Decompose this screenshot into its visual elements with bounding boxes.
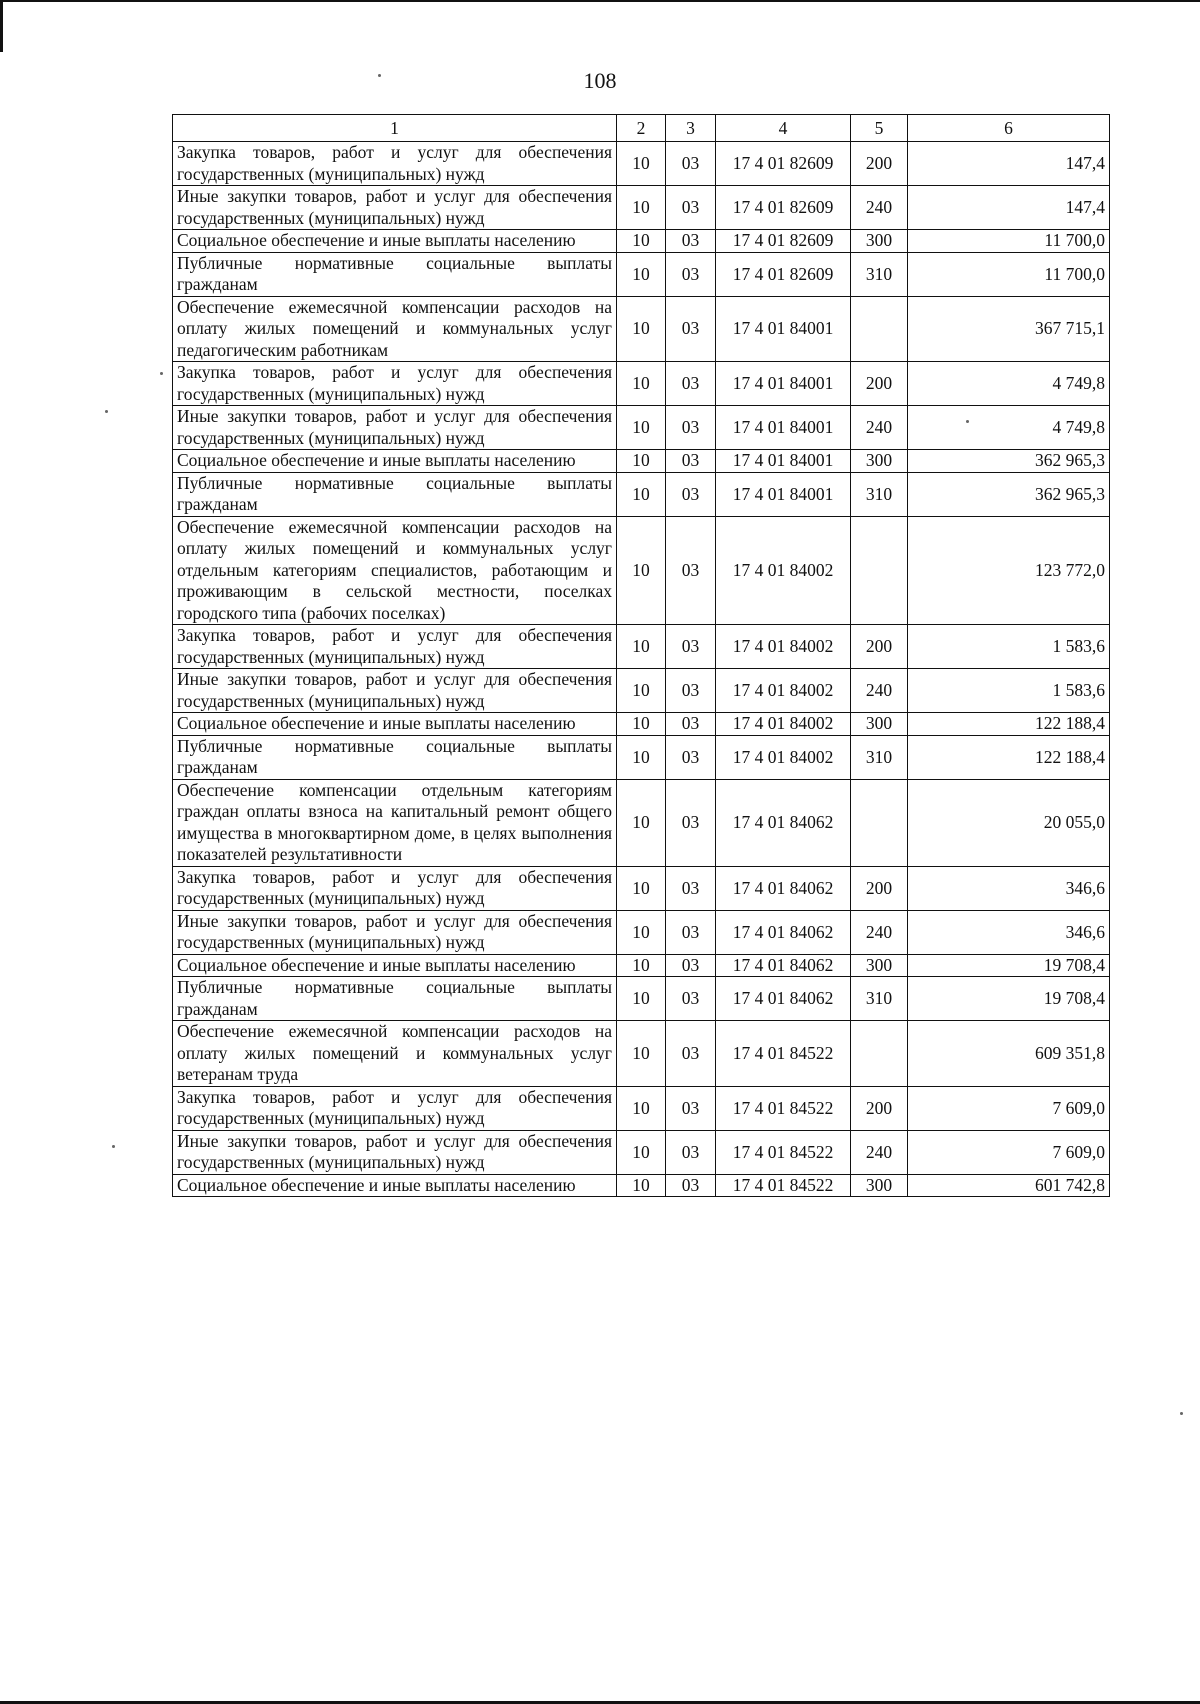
subsection-code-cell: 03 <box>666 186 716 230</box>
target-article-cell: 17 4 01 84522 <box>716 1021 851 1087</box>
subsection-code-cell: 03 <box>666 910 716 954</box>
expense-name-cell: Публичные нормативные социальные выплаты гражданам <box>173 977 617 1021</box>
scan-edge-left <box>0 0 3 52</box>
column-header-6: 6 <box>908 115 1110 142</box>
section-code-cell: 10 <box>617 954 666 977</box>
target-article-cell: 17 4 01 84062 <box>716 954 851 977</box>
section-code-cell: 10 <box>617 252 666 296</box>
expense-type-cell: 310 <box>851 735 908 779</box>
target-article-cell: 17 4 01 84002 <box>716 625 851 669</box>
page-number: 108 <box>583 68 617 93</box>
expense-type-cell: 200 <box>851 1086 908 1130</box>
amount-cell: 11 700,0 <box>908 230 1110 253</box>
section-code-cell: 10 <box>617 406 666 450</box>
table-row <box>173 1174 1110 1197</box>
subsection-code-cell: 03 <box>666 735 716 779</box>
section-code-cell: 10 <box>617 866 666 910</box>
section-code-cell: 10 <box>617 910 666 954</box>
amount-cell: 20 055,0 <box>908 779 1110 866</box>
amount-cell: 346,6 <box>908 866 1110 910</box>
column-header-2: 2 <box>617 115 666 142</box>
expense-type-cell: 300 <box>851 1174 908 1197</box>
expense-name-cell: Иные закупки товаров, работ и услуг для обеспечения государственных (муниципальных) нужд <box>173 406 617 450</box>
section-code-cell: 10 <box>617 1130 666 1174</box>
section-code-cell: 10 <box>617 625 666 669</box>
amount-cell: 4 749,8 <box>908 362 1110 406</box>
budget-table <box>172 114 1110 1197</box>
scan-speck <box>105 410 108 413</box>
amount-cell: 362 965,3 <box>908 472 1110 516</box>
expense-type-cell: 310 <box>851 252 908 296</box>
subsection-code-cell: 03 <box>666 362 716 406</box>
section-code-cell: 10 <box>617 1086 666 1130</box>
table-row <box>173 362 1110 406</box>
expense-name-cell: Публичные нормативные социальные выплаты гражданам <box>173 252 617 296</box>
subsection-code-cell: 03 <box>666 516 716 625</box>
target-article-cell: 17 4 01 84522 <box>716 1174 851 1197</box>
column-header-4: 4 <box>716 115 851 142</box>
table-row <box>173 735 1110 779</box>
target-article-cell: 17 4 01 84001 <box>716 472 851 516</box>
amount-cell: 19 708,4 <box>908 954 1110 977</box>
table-row <box>173 186 1110 230</box>
expense-type-cell: 200 <box>851 362 908 406</box>
target-article-cell: 17 4 01 82609 <box>716 186 851 230</box>
expense-type-cell: 300 <box>851 954 908 977</box>
subsection-code-cell: 03 <box>666 450 716 473</box>
expense-name-cell: Закупка товаров, работ и услуг для обеспечения государственных (муниципальных) нужд <box>173 866 617 910</box>
amount-cell: 123 772,0 <box>908 516 1110 625</box>
scan-speck <box>1180 1412 1183 1415</box>
section-code-cell: 10 <box>617 977 666 1021</box>
expense-name-cell: Социальное обеспечение и иные выплаты населению <box>173 1174 617 1197</box>
expense-name-cell: Иные закупки товаров, работ и услуг для обеспечения государственных (муниципальных) нужд <box>173 186 617 230</box>
subsection-code-cell: 03 <box>666 1174 716 1197</box>
expense-name-cell: Иные закупки товаров, работ и услуг для обеспечения государственных (муниципальных) нужд <box>173 1130 617 1174</box>
amount-cell: 122 188,4 <box>908 735 1110 779</box>
section-code-cell: 10 <box>617 735 666 779</box>
section-code-cell: 10 <box>617 142 666 186</box>
target-article-cell: 17 4 01 82609 <box>716 230 851 253</box>
target-article-cell: 17 4 01 82609 <box>716 142 851 186</box>
target-article-cell: 17 4 01 84001 <box>716 406 851 450</box>
section-code-cell: 10 <box>617 713 666 736</box>
target-article-cell: 17 4 01 82609 <box>716 252 851 296</box>
amount-cell: 367 715,1 <box>908 296 1110 362</box>
table-row <box>173 450 1110 473</box>
expense-type-cell: 200 <box>851 142 908 186</box>
expense-name-cell: Социальное обеспечение и иные выплаты населению <box>173 230 617 253</box>
expense-type-cell: 240 <box>851 406 908 450</box>
subsection-code-cell: 03 <box>666 779 716 866</box>
expense-type-cell: 240 <box>851 910 908 954</box>
section-code-cell: 10 <box>617 779 666 866</box>
subsection-code-cell: 03 <box>666 713 716 736</box>
expense-name-cell: Социальное обеспечение и иные выплаты населению <box>173 954 617 977</box>
amount-cell: 609 351,8 <box>908 1021 1110 1087</box>
table-row <box>173 516 1110 625</box>
subsection-code-cell: 03 <box>666 230 716 253</box>
expense-name-cell: Публичные нормативные социальные выплаты гражданам <box>173 472 617 516</box>
subsection-code-cell: 03 <box>666 1130 716 1174</box>
expense-type-cell: 300 <box>851 450 908 473</box>
amount-cell: 122 188,4 <box>908 713 1110 736</box>
subsection-code-cell: 03 <box>666 1021 716 1087</box>
target-article-cell: 17 4 01 84062 <box>716 977 851 1021</box>
table-row <box>173 977 1110 1021</box>
subsection-code-cell: 03 <box>666 669 716 713</box>
table-row <box>173 954 1110 977</box>
section-code-cell: 10 <box>617 450 666 473</box>
expense-type-cell: 310 <box>851 472 908 516</box>
table-row <box>173 1086 1110 1130</box>
expense-type-cell <box>851 1021 908 1087</box>
subsection-code-cell: 03 <box>666 625 716 669</box>
expense-type-cell <box>851 296 908 362</box>
section-code-cell: 10 <box>617 230 666 253</box>
table-row <box>173 296 1110 362</box>
expense-type-cell <box>851 516 908 625</box>
target-article-cell: 17 4 01 84002 <box>716 516 851 625</box>
subsection-code-cell: 03 <box>666 252 716 296</box>
expense-type-cell: 200 <box>851 866 908 910</box>
expense-name-cell: Обеспечение компенсации отдельным категориям граждан оплаты взноса на капитальный ремонт общего имущества в многоквартирном доме, в целях выполнения показателей результативности <box>173 779 617 866</box>
target-article-cell: 17 4 01 84522 <box>716 1086 851 1130</box>
expense-type-cell: 310 <box>851 977 908 1021</box>
target-article-cell: 17 4 01 84001 <box>716 362 851 406</box>
expense-name-cell: Закупка товаров, работ и услуг для обеспечения государственных (муниципальных) нужд <box>173 142 617 186</box>
amount-cell: 7 609,0 <box>908 1130 1110 1174</box>
expense-type-cell: 240 <box>851 186 908 230</box>
amount-cell: 7 609,0 <box>908 1086 1110 1130</box>
expense-name-cell: Иные закупки товаров, работ и услуг для обеспечения государственных (муниципальных) нужд <box>173 910 617 954</box>
subsection-code-cell: 03 <box>666 296 716 362</box>
expense-name-cell: Обеспечение ежемесячной компенсации расходов на оплату жилых помещений и коммунальных услуг педагогическим работникам <box>173 296 617 362</box>
amount-cell: 147,4 <box>908 142 1110 186</box>
table-row <box>173 1021 1110 1087</box>
header-row <box>173 115 1110 142</box>
expense-name-cell: Социальное обеспечение и иные выплаты населению <box>173 450 617 473</box>
amount-cell: 147,4 <box>908 186 1110 230</box>
section-code-cell: 10 <box>617 1021 666 1087</box>
table-row <box>173 713 1110 736</box>
amount-cell: 1 583,6 <box>908 625 1110 669</box>
amount-cell: 601 742,8 <box>908 1174 1110 1197</box>
table-row <box>173 406 1110 450</box>
target-article-cell: 17 4 01 84001 <box>716 296 851 362</box>
subsection-code-cell: 03 <box>666 142 716 186</box>
table-row <box>173 252 1110 296</box>
table-row <box>173 625 1110 669</box>
scan-speck <box>160 372 163 375</box>
amount-cell: 362 965,3 <box>908 450 1110 473</box>
column-header-3: 3 <box>666 115 716 142</box>
expense-type-cell: 300 <box>851 713 908 736</box>
amount-cell: 11 700,0 <box>908 252 1110 296</box>
expense-name-cell: Публичные нормативные социальные выплаты гражданам <box>173 735 617 779</box>
section-code-cell: 10 <box>617 186 666 230</box>
section-code-cell: 10 <box>617 362 666 406</box>
amount-cell: 19 708,4 <box>908 977 1110 1021</box>
table-row <box>173 669 1110 713</box>
expense-name-cell: Обеспечение ежемесячной компенсации расходов на оплату жилых помещений и коммунальных услуг ветеранам труда <box>173 1021 617 1087</box>
column-header-1: 1 <box>173 115 617 142</box>
expense-name-cell: Обеспечение ежемесячной компенсации расходов на оплату жилых помещений и коммунальных услуг отдельным категориям специалистов, работающим и проживающим в сельской местности, поселках городского типа (рабочих поселках) <box>173 516 617 625</box>
expense-type-cell: 300 <box>851 230 908 253</box>
scan-edge-top <box>0 0 1200 2</box>
section-code-cell: 10 <box>617 516 666 625</box>
table-row <box>173 779 1110 866</box>
table-body <box>173 142 1110 1197</box>
target-article-cell: 17 4 01 84002 <box>716 735 851 779</box>
expense-type-cell: 200 <box>851 625 908 669</box>
table-row <box>173 142 1110 186</box>
target-article-cell: 17 4 01 84062 <box>716 866 851 910</box>
target-article-cell: 17 4 01 84001 <box>716 450 851 473</box>
expense-name-cell: Закупка товаров, работ и услуг для обеспечения государственных (муниципальных) нужд <box>173 1086 617 1130</box>
section-code-cell: 10 <box>617 1174 666 1197</box>
expense-name-cell: Иные закупки товаров, работ и услуг для обеспечения государственных (муниципальных) нужд <box>173 669 617 713</box>
expense-type-cell <box>851 779 908 866</box>
table-row <box>173 472 1110 516</box>
section-code-cell: 10 <box>617 472 666 516</box>
amount-cell: 1 583,6 <box>908 669 1110 713</box>
expense-name-cell: Социальное обеспечение и иные выплаты населению <box>173 713 617 736</box>
target-article-cell: 17 4 01 84002 <box>716 669 851 713</box>
target-article-cell: 17 4 01 84062 <box>716 779 851 866</box>
section-code-cell: 10 <box>617 669 666 713</box>
table-row <box>173 230 1110 253</box>
table-row <box>173 1130 1110 1174</box>
subsection-code-cell: 03 <box>666 977 716 1021</box>
target-article-cell: 17 4 01 84002 <box>716 713 851 736</box>
target-article-cell: 17 4 01 84062 <box>716 910 851 954</box>
subsection-code-cell: 03 <box>666 406 716 450</box>
expense-type-cell: 240 <box>851 1130 908 1174</box>
table-row <box>173 866 1110 910</box>
target-article-cell: 17 4 01 84522 <box>716 1130 851 1174</box>
scan-speck <box>112 1145 115 1148</box>
table-row <box>173 910 1110 954</box>
subsection-code-cell: 03 <box>666 472 716 516</box>
subsection-code-cell: 03 <box>666 954 716 977</box>
expense-type-cell: 240 <box>851 669 908 713</box>
column-header-5: 5 <box>851 115 908 142</box>
expense-name-cell: Закупка товаров, работ и услуг для обеспечения государственных (муниципальных) нужд <box>173 625 617 669</box>
section-code-cell: 10 <box>617 296 666 362</box>
amount-cell: 4 749,8 <box>908 406 1110 450</box>
amount-cell: 346,6 <box>908 910 1110 954</box>
subsection-code-cell: 03 <box>666 1086 716 1130</box>
expense-name-cell: Закупка товаров, работ и услуг для обеспечения государственных (муниципальных) нужд <box>173 362 617 406</box>
subsection-code-cell: 03 <box>666 866 716 910</box>
